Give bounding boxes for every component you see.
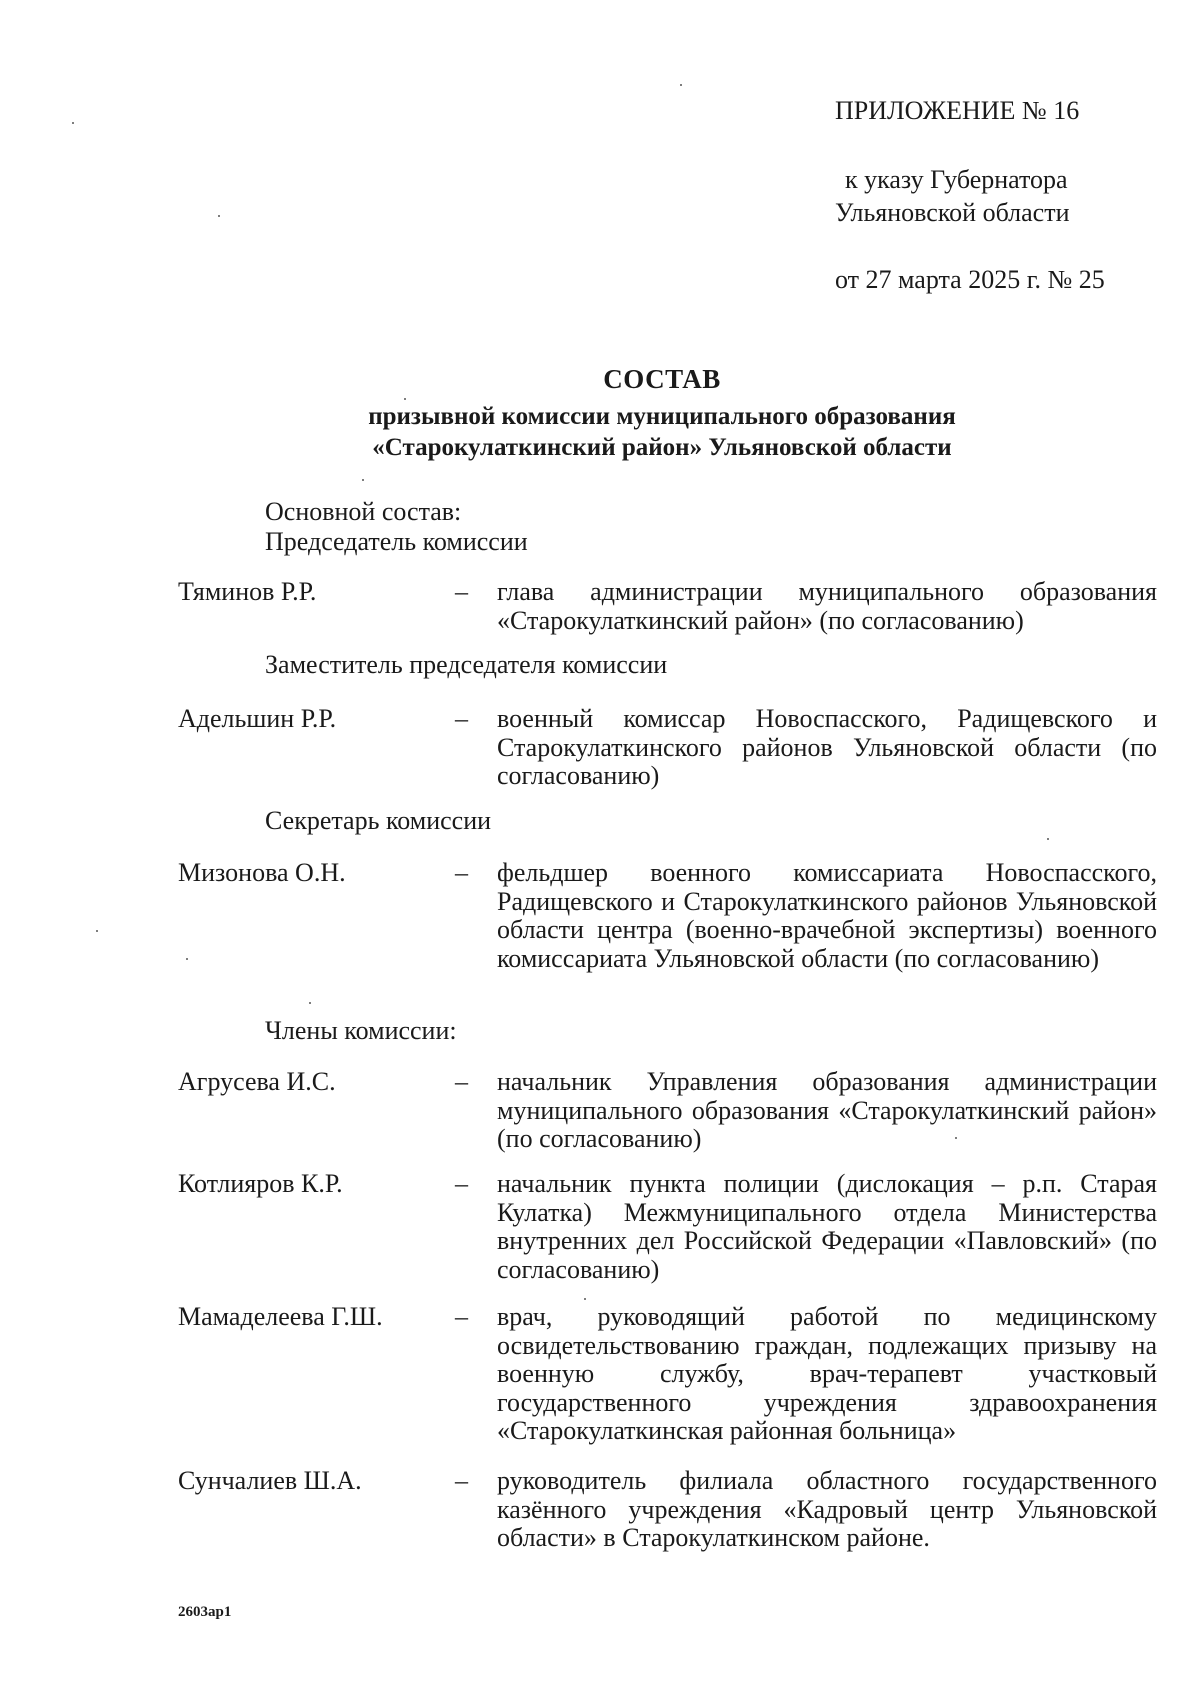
scan-speck [404,398,406,400]
dash-separator: – [455,1169,468,1198]
member-position: глава администрации муниципального образования «Старокулаткинский район» (по согласованию) [497,577,1157,635]
scan-speck [362,479,364,481]
dash-separator: – [455,1067,468,1096]
member-name: Котлияров К.Р. [178,1169,343,1198]
member-position: начальник пункта полиции (дислокация – р.п. Старая Кулатка) Межмуниципального отдела Министерства внутренних дел Российской Федерации «Павловский» (по согласованию) [497,1169,1157,1284]
section-chairman: Председатель комиссии [265,527,528,556]
member-name: Тяминов Р.Р. [178,577,317,606]
document-subtitle-line1: призывной комиссии муниципального образования [368,403,956,430]
appendix-line-region: Ульяновской области [835,198,1070,227]
scan-speck [72,122,74,124]
document-code: 2603ар1 [178,1604,232,1620]
dash-separator: – [455,704,468,733]
member-name: Мамаделеева Г.Ш. [178,1302,383,1331]
appendix-title: ПРИЛОЖЕНИЕ № 16 [835,96,1080,125]
scan-speck [218,215,220,217]
dash-separator: – [455,1466,468,1495]
scan-speck [955,1137,957,1139]
member-position: фельдшер военного комиссариата Новоспасского, Радищевского и Старокулаткинского районов Ульяновской области центра (военно-врачебной экспертизы) военного комиссариата Ульяновской области (по согласованию) [497,858,1157,973]
document-title: СОСТАВ [603,364,721,394]
scan-speck [186,958,188,960]
member-name: Сунчалиев Ш.А. [178,1466,362,1495]
scan-speck [680,84,682,86]
appendix-line-decree: к указу Губернатора [845,165,1068,194]
scan-speck [584,1298,586,1300]
member-position: начальник Управления образования администрации муниципального образования «Старокулаткинский район» (по согласованию) [497,1067,1157,1153]
member-name: Мизонова О.Н. [178,858,346,887]
scan-speck [1047,838,1049,840]
scan-speck [96,930,98,932]
member-name: Адельшин Р.Р. [178,704,337,733]
scan-speck [309,1002,311,1004]
document-subtitle-line2: «Старокулаткинский район» Ульяновской области [372,434,952,461]
dash-separator: – [455,577,468,606]
member-name: Агрусева И.С. [178,1067,336,1096]
member-position: военный комиссар Новоспасского, Радищевского и Старокулаткинского районов Ульяновской области (по согласованию) [497,704,1157,790]
member-position: врач, руководящий работой по медицинскому освидетельствованию граждан, подлежащих призыву на военную службу, врач-терапевт участковый государственного учреждения здравоохранения «Старокулаткинская районная больница» [497,1302,1157,1445]
member-position: руководитель филиала областного государственного казённого учреждения «Кадровый центр Ульяновской области» в Старокулаткинском районе. [497,1466,1157,1552]
appendix-date: от 27 марта 2025 г. № 25 [835,265,1105,294]
dash-separator: – [455,1302,468,1331]
section-deputy: Заместитель председателя комиссии [265,650,668,679]
section-members: Члены комиссии: [265,1016,457,1045]
section-secretary: Секретарь комиссии [265,806,492,835]
dash-separator: – [455,858,468,887]
section-main-composition: Основной состав: [265,497,462,526]
